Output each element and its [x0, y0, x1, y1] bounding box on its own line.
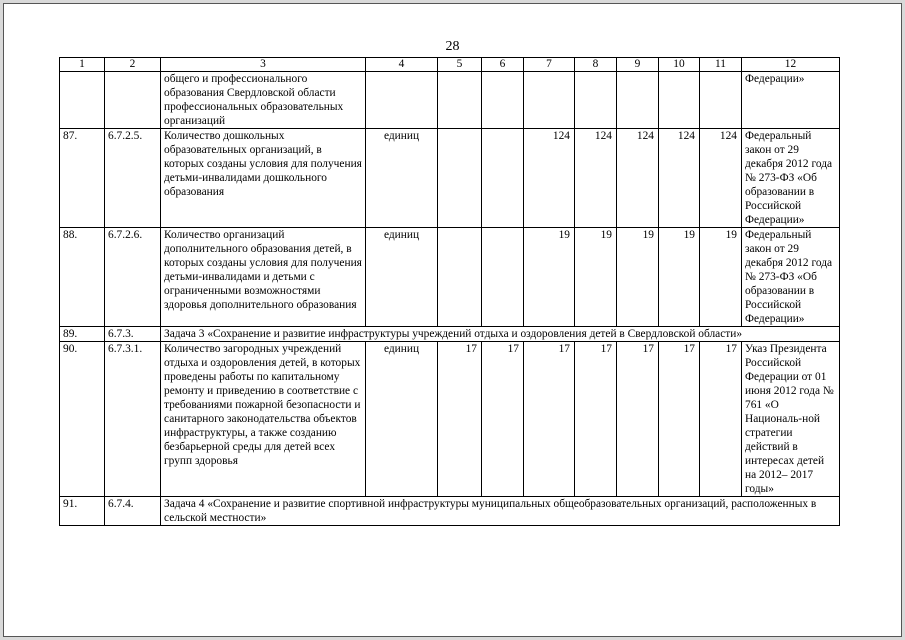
- value-cell: [438, 129, 482, 228]
- value-cell: [617, 72, 659, 129]
- header-cell: 11: [700, 58, 742, 72]
- header-cell: 7: [524, 58, 575, 72]
- header-cell: 8: [575, 58, 617, 72]
- header-cell: 2: [105, 58, 161, 72]
- value-cell: 17: [617, 342, 659, 497]
- header-cell: 1: [60, 58, 105, 72]
- value-cell: [482, 228, 524, 327]
- row-code-cell: 6.7.2.5.: [105, 129, 161, 228]
- value-cell: 17: [482, 342, 524, 497]
- value-cell: [659, 72, 700, 129]
- value-cell: 17: [700, 342, 742, 497]
- value-cell: [700, 72, 742, 129]
- row-number-cell: 89.: [60, 327, 105, 342]
- unit-cell: [366, 72, 438, 129]
- task-title-cell: Задача 3 «Сохранение и развитие инфраструктуры учреждений отдыха и оздоровления детей в Свердловской области»: [161, 327, 840, 342]
- row-name-cell: Количество дошкольных образовательных организаций, в которых созданы условия для получения детьми-инвалидами дошкольного образования: [161, 129, 366, 228]
- value-cell: 124: [575, 129, 617, 228]
- table-row: [60, 129, 840, 228]
- unit-cell: единиц: [366, 342, 438, 497]
- row-code-cell: 6.7.3.1.: [105, 342, 161, 497]
- row-code-cell: 6.7.3.: [105, 327, 161, 342]
- row-number-cell: 87.: [60, 129, 105, 228]
- row-number-cell: 90.: [60, 342, 105, 497]
- value-cell: [438, 228, 482, 327]
- row-code-cell: 6.7.2.6.: [105, 228, 161, 327]
- value-cell: [438, 72, 482, 129]
- value-cell: [575, 72, 617, 129]
- header-cell: 6: [482, 58, 524, 72]
- header-cell: 3: [161, 58, 366, 72]
- task-row: [60, 327, 840, 342]
- source-cell: Федеральный закон от 29 декабря 2012 года № 273-ФЗ «Об образовании в Российской Федерации»: [742, 129, 840, 228]
- header-cell: 10: [659, 58, 700, 72]
- task-title-cell: Задача 4 «Сохранение и развитие спортивной инфраструктуры муниципальных общеобразовательных организаций, расположенных в сельской местности»: [161, 497, 840, 526]
- value-cell: 19: [659, 228, 700, 327]
- value-cell: [482, 129, 524, 228]
- row-name-cell: общего и профессионального образования Свердловской области профессиональных образовательных организаций: [161, 72, 366, 129]
- row-name-cell: Количество организаций дополнительного образования детей, в которых созданы условия для получения детьми-инвалидами и детьми с ограниченными возможностями здоровья дополнительного образования: [161, 228, 366, 327]
- source-cell: Федеральный закон от 29 декабря 2012 года № 273-ФЗ «Об образовании в Российской Федерации»: [742, 228, 840, 327]
- row-code-cell: [105, 72, 161, 129]
- value-cell: [482, 72, 524, 129]
- value-cell: [524, 72, 575, 129]
- value-cell: 124: [659, 129, 700, 228]
- value-cell: 124: [524, 129, 575, 228]
- header-cell: 9: [617, 58, 659, 72]
- source-cell: Федерации»: [742, 72, 840, 129]
- indicators-table: [59, 57, 840, 526]
- value-cell: 17: [524, 342, 575, 497]
- unit-cell: единиц: [366, 228, 438, 327]
- page-number: 28: [445, 39, 460, 54]
- value-cell: 17: [575, 342, 617, 497]
- value-cell: 17: [659, 342, 700, 497]
- value-cell: 19: [617, 228, 659, 327]
- table-header-row: [60, 58, 840, 72]
- value-cell: 19: [524, 228, 575, 327]
- row-name-cell: Количество загородных учреждений отдыха и оздоровления детей, в которых проведены работы по капитальному ремонту и приведению в соответствие с требованиями пожарной безопасности и санитарного законодательства объектов инфраструктуры, а также созданию безбарьерной среды для детей всех групп здоровья: [161, 342, 366, 497]
- row-number-cell: 88.: [60, 228, 105, 327]
- unit-cell: единиц: [366, 129, 438, 228]
- header-cell: 5: [438, 58, 482, 72]
- source-cell: Указ Президента Российской Федерации от 01 июня 2012 года № 761 «О Националь-ной стратегии действий в интересах детей на 2012– 2017 годы»: [742, 342, 840, 497]
- header-cell: 4: [366, 58, 438, 72]
- row-code-cell: 6.7.4.: [105, 497, 161, 526]
- value-cell: 19: [575, 228, 617, 327]
- header-cell: 12: [742, 58, 840, 72]
- value-cell: 124: [700, 129, 742, 228]
- value-cell: 124: [617, 129, 659, 228]
- task-row: [60, 497, 840, 526]
- row-number-cell: 91.: [60, 497, 105, 526]
- table-row: [60, 72, 840, 129]
- value-cell: 17: [438, 342, 482, 497]
- value-cell: 19: [700, 228, 742, 327]
- table-row: [60, 228, 840, 327]
- table-row: [60, 342, 840, 497]
- row-number-cell: [60, 72, 105, 129]
